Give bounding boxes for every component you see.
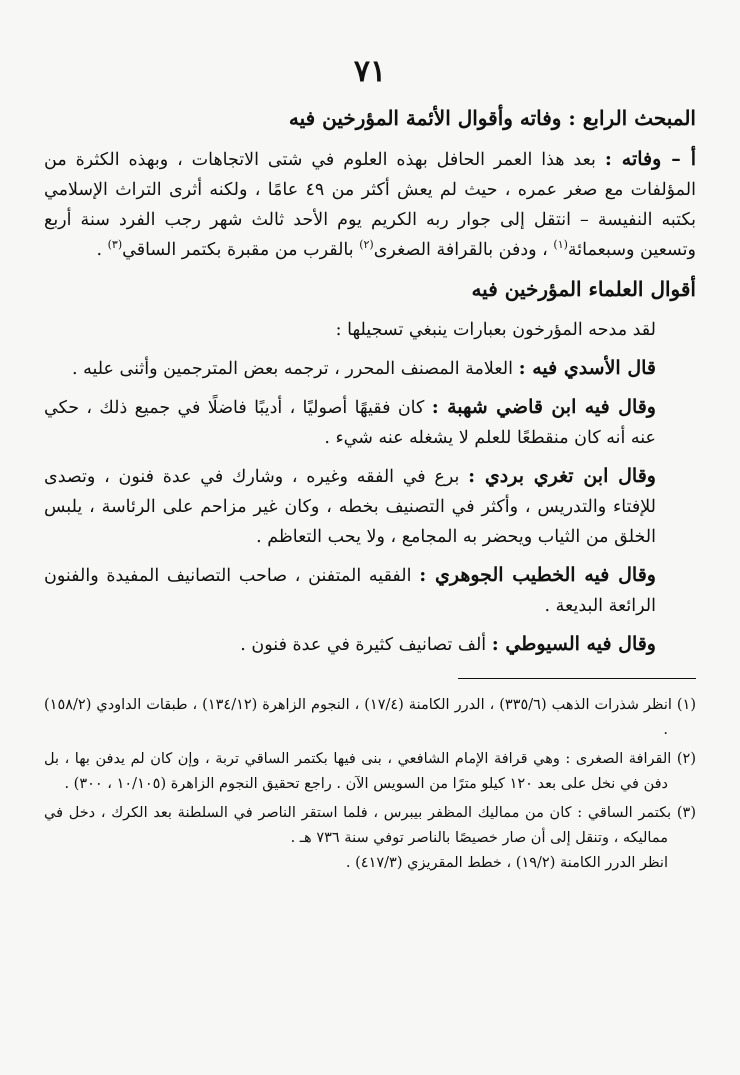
page-number: ٧١ xyxy=(353,54,387,89)
quote-text: العلامة المصنف المحرر ، ترجمه بعض المترجمين وأثنى عليه . xyxy=(71,359,513,379)
quote-ibn-qadi-shuhba xyxy=(44,392,696,453)
quote-suyuti xyxy=(44,629,696,660)
footnote-number: (٣) xyxy=(676,805,697,821)
section-heading: المبحث الرابع : وفاته وأقوال الأئمة المؤرخين فيه xyxy=(288,106,696,130)
quote-speaker: وقال فيه السيوطي : xyxy=(491,633,656,655)
footnote-ref-2[interactable]: (٢) xyxy=(359,238,374,252)
quote-speaker: قال الأسدي فيه : xyxy=(518,357,656,379)
quote-khatib-jawhari xyxy=(44,560,696,621)
quote-speaker: وقال فيه ابن قاضي شهبة : xyxy=(431,396,656,418)
death-label: أ – وفاته : xyxy=(604,148,696,170)
opinions-heading: أقوال العلماء المؤرخين فيه xyxy=(471,277,696,301)
footnote-text: القرافة الصغرى : وهي قرافة الإمام الشافعي ، بنى فيها بكتمر الساقي تربة ، وإن كان لم يدفن بها ، بل دفن في نخل على بعد ١٢٠ كيلو مترًا من السويس الآن . راجع تحقيق النجوم الزاهرة (١٠/١٠٥ ، ٣٠٠) . xyxy=(44,751,672,792)
footnote-ref-1[interactable]: (١) xyxy=(553,238,568,252)
footnote-number: (١) xyxy=(676,697,697,713)
footnote-2 xyxy=(44,747,696,797)
quote-text: الفقيه المتفنن ، صاحب التصانيف المفيدة والفنون الرائعة البديعة . xyxy=(44,566,656,616)
footnote-text-cont: انظر الدرر الكامنة (١٩/٢) ، خطط المقريزي (٤١٧/٣) . xyxy=(345,855,668,871)
quote-text: ألف تصانيف كثيرة في عدة فنون . xyxy=(240,635,487,655)
quote-asadi xyxy=(44,353,696,384)
footnote-text: انظر شذرات الذهب (٣٣٥/٦) ، الدرر الكامنة (١٧/٤) ، النجوم الزاهرة (١٣٤/١٢) ، طبقات الداودي (١٥٨/٢) . xyxy=(44,697,672,738)
quote-text: برع في الفقه وغيره ، وشارك في عدة فنون ، وتصدى للإفتاء والتدريس ، وأكثر في التصنيف بخطه ، وكان غير مزاحم على الرئاسة ، يلبس الخلق من الثياب ويحضر به المجامع ، ولا يحب التعاظم . xyxy=(44,467,656,547)
footnote-1 xyxy=(44,693,696,743)
intro-paragraph: لقد مدحه المؤرخون بعبارات ينبغي تسجيلها : xyxy=(335,320,656,340)
footnote-text: بكتمر الساقي : كان من مماليك المظفر بيبرس ، فلما استقر الناصر في السلطنة بعد الكرك ، دخل في مماليكه ، وتنقل إلى أن صار خصيصًا بالناصر توفي سنة ٧٣٦ هـ . xyxy=(44,805,672,846)
quote-ibn-taghri-birdi xyxy=(44,461,696,552)
footnote-divider xyxy=(458,678,696,679)
footnote-3 xyxy=(44,801,696,876)
death-paragraph xyxy=(44,144,696,265)
death-text-2: ، ودفن بالقرافة الصغرى xyxy=(373,240,548,260)
quote-speaker: وقال ابن تغري بردي : xyxy=(468,465,656,487)
death-text-1: بعد هذا العمر الحافل بهذه العلوم في شتى الاتجاهات ، وبهذه الكثرة من المؤلفات مع صغر عمره ، حيث لم يعش أكثر من ٤٩ عامًا ، ولكنه أثرى التراث الإسلامي بكتبه النفيسة – انتقل إلى جوار ربه الكريم يوم الأحد ثالث شهر رجب الفرد سنة أربع وتسعين وسبعمائة xyxy=(44,150,696,260)
footnote-number: (٢) xyxy=(676,751,697,767)
death-text-3: بالقرب من مقبرة بكتمر الساقي xyxy=(122,240,354,260)
quote-text: كان فقيهًا أصوليًا ، أديبًا فاضلًا في جميع ذلك ، حكي عنه أنه كان منقطعًا للعلم لا يشغله عنه شيء . xyxy=(44,398,656,448)
quote-speaker: وقال فيه الخطيب الجوهري : xyxy=(419,564,656,586)
footnote-ref-3[interactable]: (٣) xyxy=(107,238,123,252)
death-text-4: . xyxy=(96,240,103,260)
